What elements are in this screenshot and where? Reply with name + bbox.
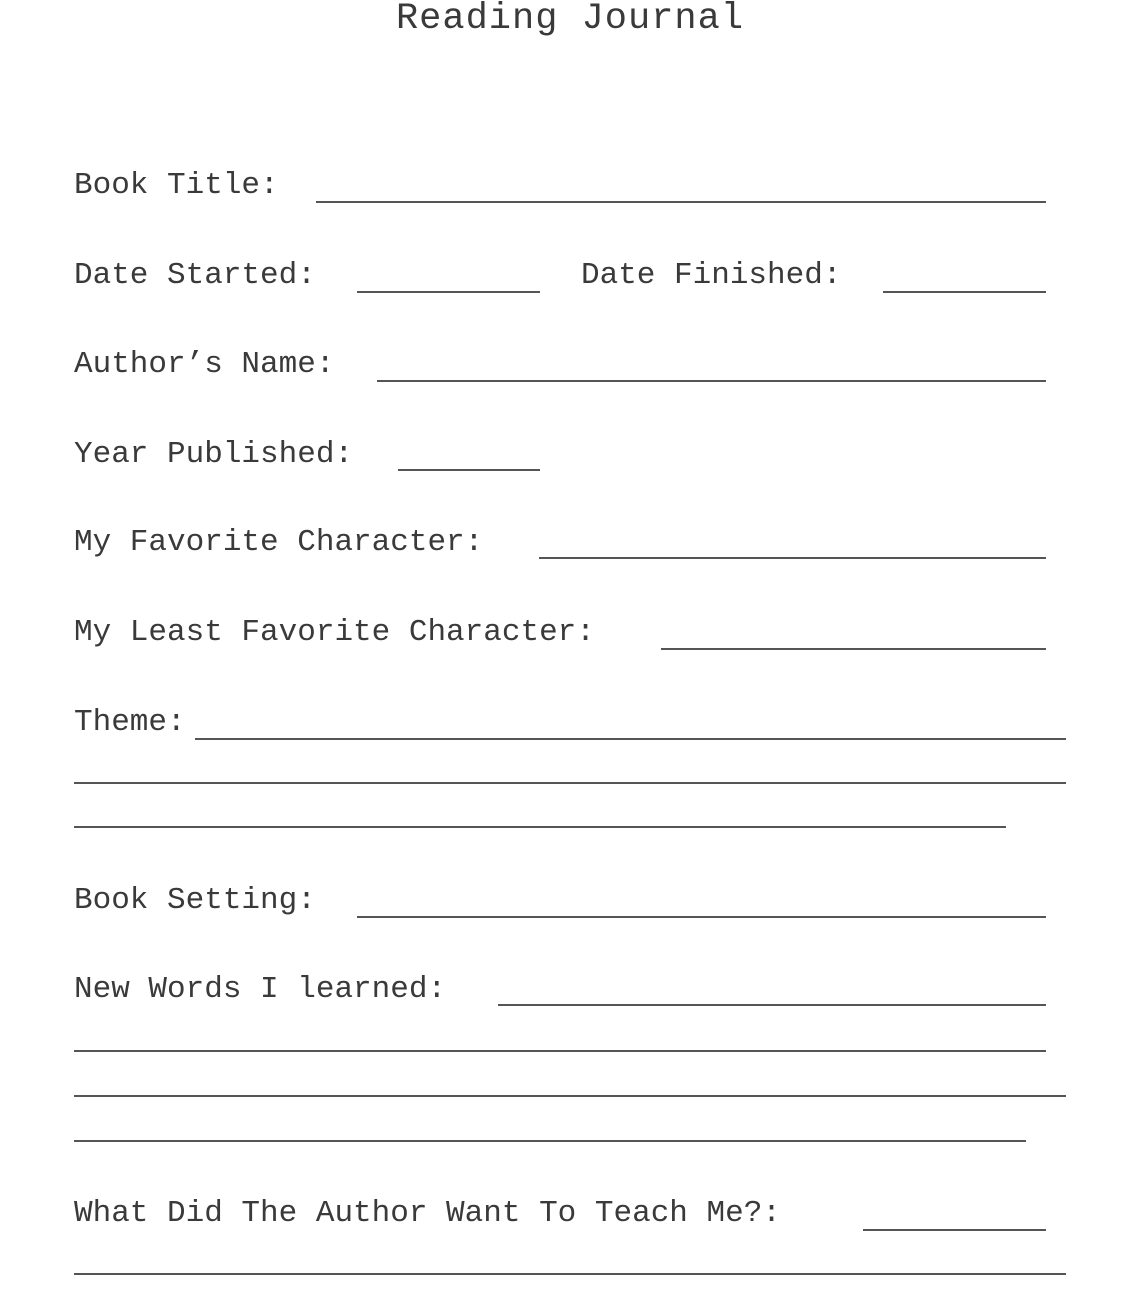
book-title-line[interactable] <box>316 201 1046 203</box>
theme-line-2[interactable] <box>74 782 1066 784</box>
theme-line-1[interactable] <box>195 738 1066 740</box>
year-published-line[interactable] <box>398 469 540 471</box>
book-setting-label: Book Setting: <box>74 883 316 918</box>
book-setting-line[interactable] <box>357 916 1046 918</box>
new-words-line-4[interactable] <box>74 1140 1026 1142</box>
author-teach-line-2[interactable] <box>74 1273 1066 1275</box>
favorite-character-line[interactable] <box>539 557 1046 559</box>
date-finished-label: Date Finished: <box>581 258 842 293</box>
new-words-line-3[interactable] <box>74 1095 1066 1097</box>
book-title-label: Book Title: <box>74 168 279 203</box>
author-teach-line-1[interactable] <box>863 1229 1046 1231</box>
least-favorite-character-line[interactable] <box>661 648 1046 650</box>
date-started-label: Date Started: <box>74 258 316 293</box>
new-words-line-2[interactable] <box>74 1050 1046 1052</box>
theme-line-3[interactable] <box>74 826 1006 828</box>
new-words-line-1[interactable] <box>498 1004 1046 1006</box>
year-published-label: Year Published: <box>74 437 354 472</box>
new-words-label: New Words I learned: <box>74 972 447 1007</box>
least-favorite-character-label: My Least Favorite Character: <box>74 615 595 650</box>
author-teach-label: What Did The Author Want To Teach Me?: <box>74 1196 781 1231</box>
author-name-label: Author’s Name: <box>74 347 335 382</box>
theme-label: Theme: <box>74 705 186 740</box>
date-started-line[interactable] <box>357 291 540 293</box>
favorite-character-label: My Favorite Character: <box>74 525 484 560</box>
author-name-line[interactable] <box>377 380 1046 382</box>
date-finished-line[interactable] <box>883 291 1046 293</box>
page-title: Reading Journal <box>395 0 745 40</box>
